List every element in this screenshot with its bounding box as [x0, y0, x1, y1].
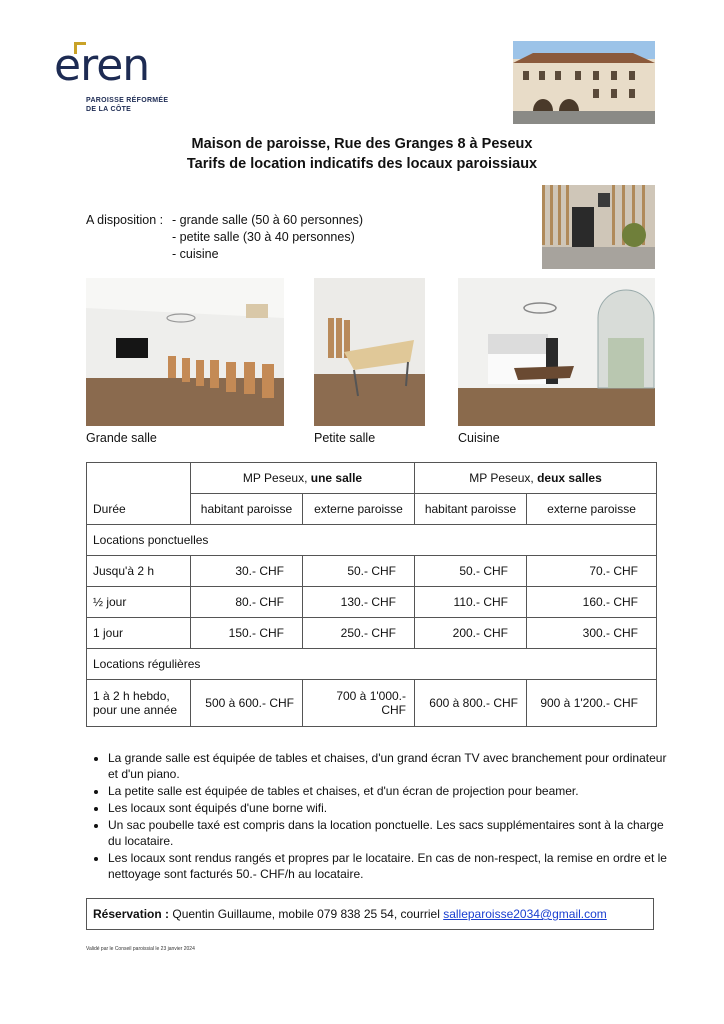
group-header-bold: une salle [310, 471, 363, 485]
price-cell: 150.- CHF [191, 618, 303, 649]
table-section-row [87, 649, 657, 680]
availability-list [172, 212, 363, 263]
price-cell: 160.- CHF [527, 587, 657, 618]
row-label-line1: 1 à 2 h hebdo, [93, 689, 170, 703]
list-item: • Les locaux sont rendus rangés et propres par le locataire. En cas de non-respect, la remise en ordre et le nettoyage sont facturés 50.- CHF/h au locataire. [108, 850, 678, 882]
page-title: Maison de paroisse, Rue des Granges 8 à Peseux [191, 136, 533, 152]
pricing-table [86, 462, 657, 727]
table-row [87, 587, 657, 618]
table-row [87, 556, 657, 587]
col-header-duration: Durée [87, 494, 191, 525]
entrance-photo [542, 185, 655, 269]
price-cell: 500 à 600.- CHF [191, 680, 303, 727]
group-header-prefix: MP Peseux, [242, 471, 311, 485]
price-cell: 130.- CHF [303, 587, 415, 618]
petite-salle-photo [314, 278, 425, 426]
section-ponctuelles: Locations ponctuelles [87, 525, 657, 556]
price-cell: 200.- CHF [415, 618, 527, 649]
price-cell: 50.- CHF [303, 556, 415, 587]
col-header-resident: habitant paroisse [191, 494, 303, 525]
caption-grande-salle: Grande salle [86, 431, 157, 445]
reservation-contact: Quentin Guillaume, mobile 079 838 25 54, courriel [169, 907, 444, 921]
caption-petite-salle: Petite salle [314, 431, 376, 445]
list-item: • La petite salle est équipée de tables et chaises, et d'un écran de projection pour beamer. [108, 783, 678, 799]
price-cell: 70.- CHF [527, 556, 657, 587]
row-label: ½ jour [87, 587, 191, 618]
notes-list [86, 750, 678, 883]
price-cell: 30.- CHF [191, 556, 303, 587]
price-cell: 50.- CHF [415, 556, 527, 587]
table-group-header-row [87, 463, 657, 494]
price-cell: 110.- CHF [415, 587, 527, 618]
price-cell: 250.- CHF [303, 618, 415, 649]
price-cell: 300.- CHF [527, 618, 657, 649]
availability-item: - grande salle (50 à 60 personnes) [172, 213, 364, 227]
table-corner-cell [87, 463, 191, 494]
list-item: • Les locaux sont équipés d'une borne wifi. [108, 800, 678, 816]
table-row [87, 680, 657, 727]
group-header-one-room [191, 463, 415, 494]
logo-subtitle [86, 96, 168, 114]
price-cell: 80.- CHF [191, 587, 303, 618]
validation-footer: Validé par le Conseil paroissial le 23 janvier 2024 [86, 946, 195, 952]
logo-subtitle-line2: DE LA CÔTE [86, 106, 132, 113]
logo-accent-mark [74, 42, 86, 54]
price-cell: 900 à 1'200.- CHF [527, 680, 657, 727]
col-header-external: externe paroisse [303, 494, 415, 525]
availability-item: - cuisine [172, 247, 219, 261]
row-label: Jusqu'à 2 h [87, 556, 191, 587]
building-photo [513, 41, 655, 124]
eren-logo: eren [54, 40, 150, 91]
section-regulieres: Locations régulières [87, 649, 657, 680]
row-label: 1 jour [87, 618, 191, 649]
group-header-bold: deux salles [537, 471, 602, 485]
page-subtitle: Tarifs de location indicatifs des locaux paroissiaux [186, 156, 538, 172]
cuisine-photo [458, 278, 655, 426]
price-cell: 600 à 800.- CHF [415, 680, 527, 727]
group-header-prefix: MP Peseux, [469, 471, 538, 485]
logo-subtitle-line1: PAROISSE RÉFORMÉE [86, 97, 169, 104]
table-row [87, 618, 657, 649]
list-item: • Un sac poubelle taxé est compris dans la location ponctuelle. Les sacs supplémentaires sont à la charge du locataire. [108, 817, 678, 849]
price-cell: 700 à 1'000.- CHF [303, 680, 415, 727]
caption-cuisine: Cuisine [458, 431, 500, 445]
grande-salle-photo [86, 278, 284, 426]
reservation-box [86, 898, 654, 930]
row-label [87, 680, 191, 727]
row-label-line2: pour une année [93, 703, 178, 717]
col-header-external: externe paroisse [527, 494, 657, 525]
reservation-email-link[interactable]: salleparoisse2034@gmail.com [443, 907, 607, 921]
reservation-label: Réservation : [93, 907, 170, 921]
table-column-header-row [87, 494, 657, 525]
availability-item: - petite salle (30 à 40 personnes) [172, 230, 355, 244]
list-item: • La grande salle est équipée de tables et chaises, d'un grand écran TV avec branchement pour ordinateur et d'un piano. [108, 750, 678, 782]
col-header-resident: habitant paroisse [415, 494, 527, 525]
group-header-two-rooms [415, 463, 657, 494]
table-section-row [87, 525, 657, 556]
availability-label: A disposition : [86, 213, 164, 227]
